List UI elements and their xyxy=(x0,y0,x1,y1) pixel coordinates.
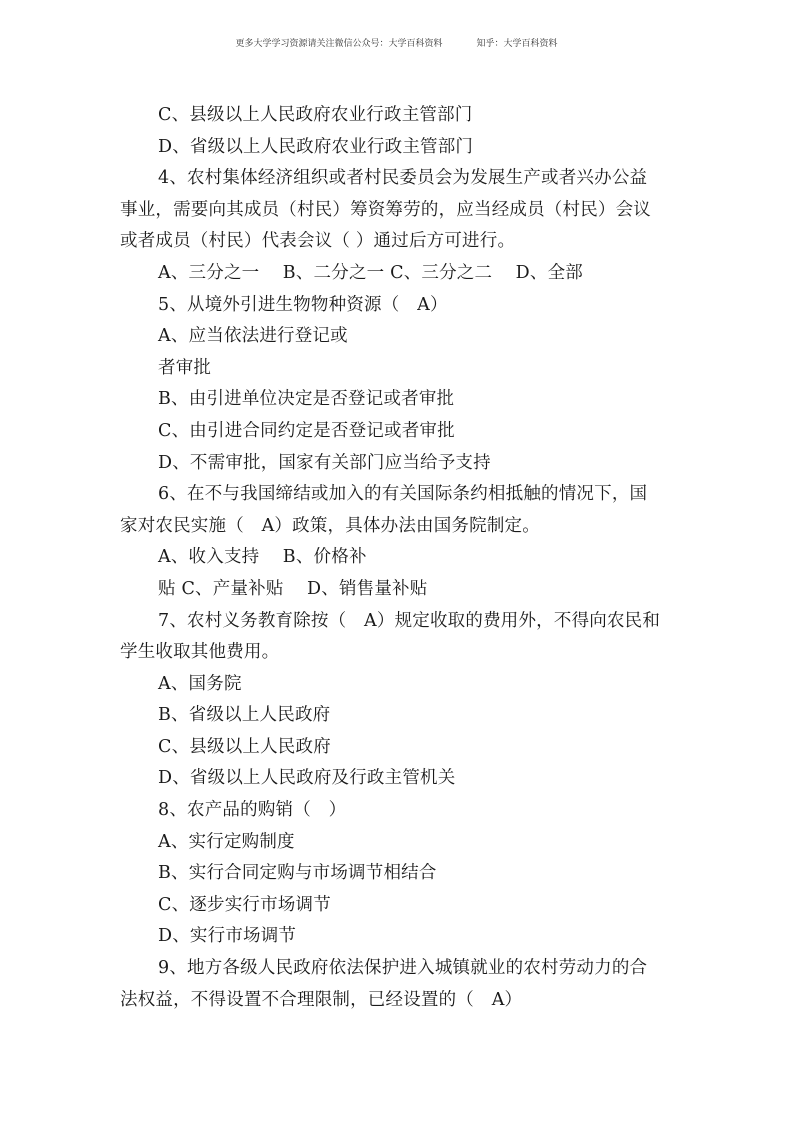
text-line: 者审批 xyxy=(158,357,212,378)
text-line: C、逐步实行市场调节 xyxy=(158,894,331,915)
text-line: 学生收取其他费用。 xyxy=(120,642,280,663)
text-line: 事业，需要向其成员（村民）筹资筹劳的，应当经成员（村民）会议 xyxy=(120,199,651,220)
text-line: 9、地方各级人民政府依法保护进入城镇就业的农村劳动力的合 xyxy=(158,958,648,979)
text-line: 或者成员（村民）代表会议（ ）通过后方可进行。 xyxy=(120,231,516,252)
text-line: C、县级以上人民政府农业行政主管部门 xyxy=(158,105,473,125)
text-line: B、省级以上人民政府 xyxy=(158,705,331,726)
text-line: D、实行市场调节 xyxy=(158,926,297,947)
text-line: 5、从境外引进生物物种资源（ A） xyxy=(158,294,448,315)
text-line: D、省级以上人民政府及行政主管机关 xyxy=(158,768,456,789)
text-line: A、三分之一 B、二分之一 C、三分之二 D、全部 xyxy=(158,262,584,283)
text-line: 法权益，不得设置不合理限制，已经设置的（ A） xyxy=(120,989,523,1010)
text-line: A、国务院 xyxy=(158,673,242,694)
text-line: D、不需审批，国家有关部门应当给予支持 xyxy=(158,452,491,473)
text-line: 8、农产品的购销（ ） xyxy=(158,800,347,821)
text-line: A、应当依法进行登记或 xyxy=(158,326,348,347)
text-line: C、由引进合同约定是否登记或者审批 xyxy=(158,420,455,441)
text-line: D、省级以上人民政府农业行政主管部门 xyxy=(158,136,474,157)
text-line: B、实行合同定购与市场调节相结合 xyxy=(158,863,437,884)
text-line: C、县级以上人民政府 xyxy=(158,736,331,757)
text-line: 7、农村义务教育除按（ A）规定收取的费用外，不得向农民和 xyxy=(158,610,661,631)
text-line: A、实行定购制度 xyxy=(158,831,295,852)
text-line: 4、农村集体经济组织或者村民委员会为发展生产或者兴办公益 xyxy=(158,168,648,189)
text-line: 6、在不与我国缔结或加入的有关国际条约相抵触的情况下，国 xyxy=(158,484,648,505)
text-line: 贴 C、产量补贴 D、销售量补贴 xyxy=(158,578,428,599)
page-header xyxy=(0,36,793,49)
header-wechat-note: 更多大学学习资源请关注微信公众号：大学百科资料 xyxy=(235,39,443,49)
document-body xyxy=(120,100,673,1016)
header-zhihu-note: 知乎：大学百科资料 xyxy=(476,39,558,49)
text-line: 家对农民实施（ A）政策，具体办法由国务院制定。 xyxy=(120,515,540,536)
text-line: B、由引进单位决定是否登记或者审批 xyxy=(158,389,455,410)
text-line: A、收入支持 B、价格补 xyxy=(158,547,367,568)
